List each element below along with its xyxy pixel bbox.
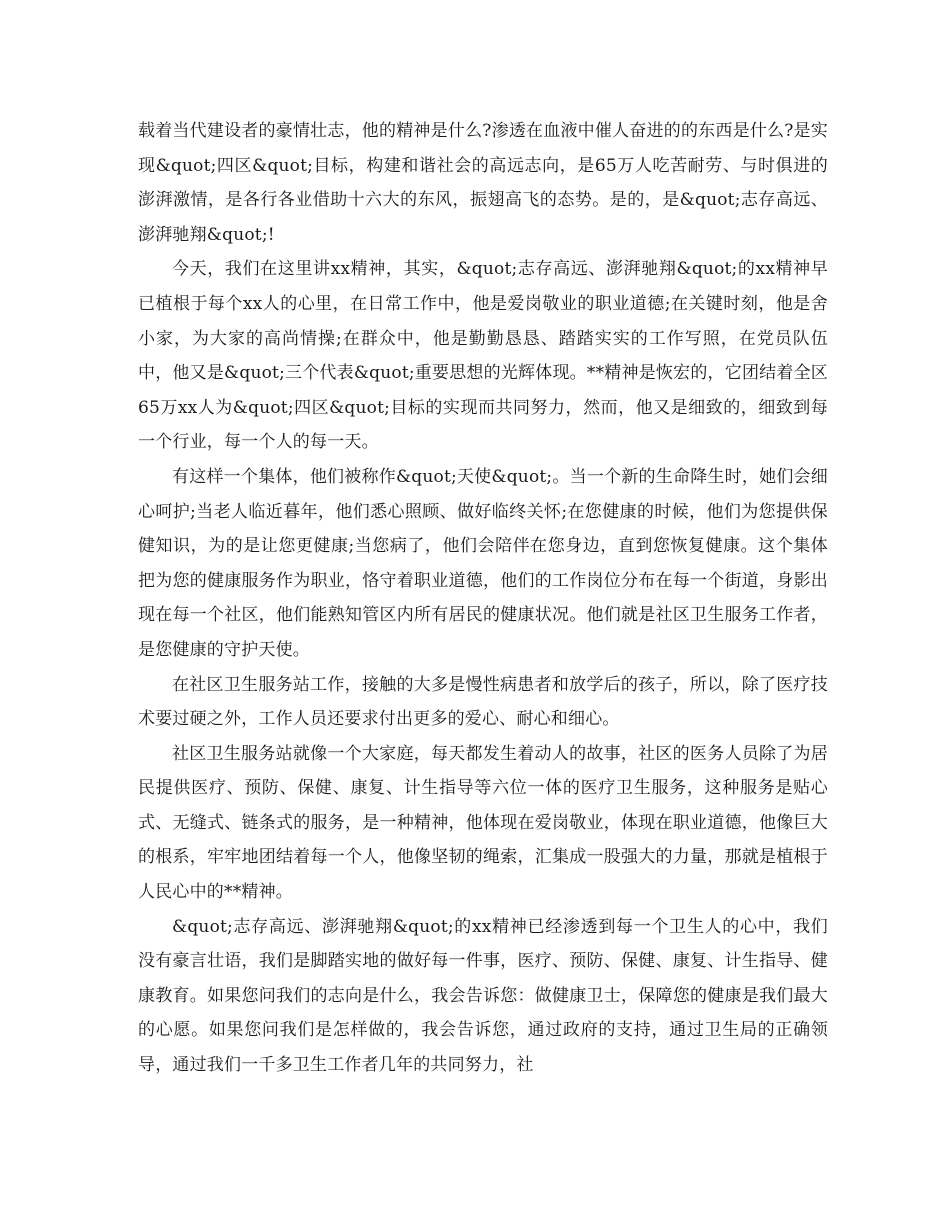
paragraph-1: 载着当代建设者的豪情壮志，他的精神是什么?渗透在血液中催人奋进的的东西是什么?是实现&quot;四区&quot;目标，构建和谐社会的高远志向，是65万人吃苦耐劳、与时俱进的澎湃激情，是各行各业借助十六大的东风，振翅高飞的态势。是的，是&quot;志存高远、澎湃驰翔&quot;! xyxy=(138,121,828,245)
paragraph-4: 在社区卫生服务站工作，接触的大多是慢性病患者和放学后的孩子，所以，除了医疗技术要过硬之外，工作人员还要求付出更多的爱心、耐心和细心。 xyxy=(138,674,828,730)
paragraph-5: 社区卫生服务站就像一个大家庭，每天都发生着动人的故事，社区的医务人员除了为居民提供医疗、预防、保健、康复、计生指导等六位一体的医疗卫生服务，这种服务是贴心式、无缝式、链条式的服务，是一种精神，他体现在爱岗敬业，体现在职业道德，他像巨大的根系，牢牢地团结着每一个人，他像坚韧的绳索，汇集成一股强大的力量，那就是植根于人民心中的**精神。 xyxy=(138,743,828,903)
document-page xyxy=(138,114,828,1083)
paragraph-3: 有这样一个集体，他们被称作&quot;天使&quot;。当一个新的生命降生时，她们会细心呵护;当老人临近暮年，他们悉心照顾、做好临终关怀;在您健康的时候，他们为您提供保健知识，为的是让您更健康;当您病了，他们会陪伴在您身边，直到您恢复健康。这个集体把为您的健康服务作为职业，恪守着职业道德，他们的工作岗位分布在每一个街道，身影出现在每一个社区，他们能熟知管区内所有居民的健康状况。他们就是社区卫生服务工作者，是您健康的守护天使。 xyxy=(138,466,828,660)
paragraph-6: &quot;志存高远、澎湃驰翔&quot;的xx精神已经渗透到每一个卫生人的心中，我们没有豪言壮语，我们是脚踏实地的做好每一件事，医疗、预防、保健、康复、计生指导、健康教育。如果您问我们的志向是什么，我会告诉您：做健康卫士，保障您的健康是我们最大的心愿。如果您问我们是怎样做的，我会告诉您，通过政府的支持，通过卫生局的正确领导，通过我们一千多卫生工作者几年的共同努力，社 xyxy=(138,916,828,1076)
paragraph-2: 今天，我们在这里讲xx精神，其实，&quot;志存高远、澎湃驰翔&quot;的xx精神早已植根于每个xx人的心里，在日常工作中，他是爱岗敬业的职业道德;在关键时刻，他是舍小家，为大家的高尚情操;在群众中，他是勤勤恳恳、踏踏实实的工作写照，在党员队伍中，他又是&quot;三个代表&quot;重要思想的光辉体现。**精神是恢宏的，它团结着全区65万xx人为&quot;四区&quot;目标的实现而共同努力，然而，他又是细致的，细致到每一个行业，每一个人的每一天。 xyxy=(138,259,828,453)
